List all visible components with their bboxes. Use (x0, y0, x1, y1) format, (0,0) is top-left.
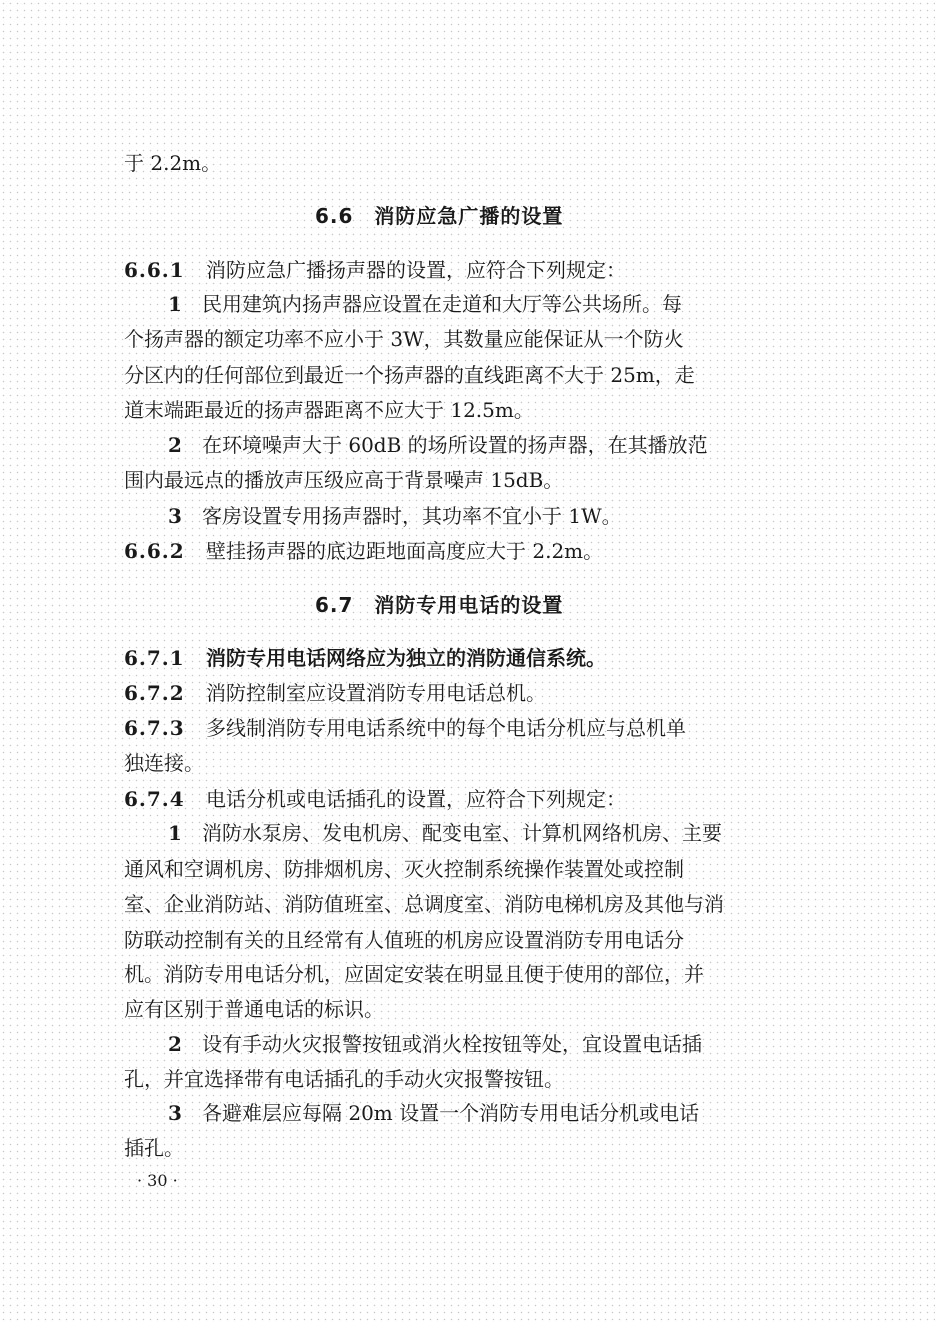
paragraph-text: 应有区别于普通电话的标识。 (124, 997, 384, 1021)
section-title: 6.6 消防应急广播的设置 (315, 204, 564, 228)
section-title: 6.7 消防专用电话的设置 (315, 593, 564, 617)
paragraph-text: 独连接。 (124, 751, 204, 775)
item-number: 2 (168, 433, 183, 457)
item-number: 3 (168, 504, 183, 528)
item-text: 客房设置专用扬声器时，其功率不宜小于 1W。 (202, 504, 622, 528)
paragraph-text: 围内最远点的播放声压级应高于背景噪声 15dB。 (124, 468, 564, 492)
item-text: 设有手动火灾报警按钮或消火栓按钮等处，宜设置电话插 (202, 1032, 702, 1056)
item-text: 消防水泵房、发电机房、配变电室、计算机网络机房、主要 (202, 821, 722, 845)
item-text: 各避难层应每隔 20m 设置一个消防专用电话分机或电话 (202, 1101, 700, 1125)
paragraph-text: 道末端距最近的扬声器距离不应大于 12.5m。 (124, 398, 534, 422)
item-number: 1 (168, 821, 183, 845)
item-number: 3 (168, 1101, 183, 1125)
clause-number: 6.6.1 (124, 258, 185, 282)
clause-text: 消防控制室应设置消防专用电话总机。 (206, 681, 546, 705)
clause-text: 消防专用电话网络应为独立的消防通信系统。 (206, 646, 606, 670)
clause-text: 消防应急广播扬声器的设置，应符合下列规定： (206, 258, 626, 282)
item-number: 1 (168, 292, 183, 316)
item-text: 民用建筑内扬声器应设置在走道和大厅等公共场所。每 (202, 292, 682, 316)
clause-text: 电话分机或电话插孔的设置，应符合下列规定： (206, 787, 626, 811)
clause-text: 多线制消防专用电话系统中的每个电话分机应与总机单 (206, 716, 686, 740)
paragraph-text: 插孔。 (124, 1136, 184, 1160)
page-number: · 30 · (137, 1171, 178, 1190)
paragraph-text: 通风和空调机房、防排烟机房、灭火控制系统操作装置处或控制 (124, 857, 684, 881)
clause-number: 6.7.4 (124, 787, 185, 811)
paragraph-text: 分区内的任何部位到最近一个扬声器的直线距离不大于 25m，走 (124, 363, 695, 387)
clause-number: 6.6.2 (124, 539, 185, 563)
item-number: 2 (168, 1032, 183, 1056)
paragraph-text: 机。消防专用电话分机，应固定安装在明显且便于使用的部位，并 (124, 962, 704, 986)
clause-number: 6.7.2 (124, 681, 185, 705)
paragraph-text: 孔，并宜选择带有电话插孔的手动火灾报警按钮。 (124, 1067, 564, 1091)
clause-number: 6.7.1 (124, 646, 185, 670)
paragraph-text: 防联动控制有关的且经常有人值班的机房应设置消防专用电话分 (124, 928, 684, 952)
paragraph-text: 室、企业消防站、消防值班室、总调度室、消防电梯机房及其他与消 (124, 892, 724, 916)
clause-number: 6.7.3 (124, 716, 185, 740)
paragraph-text: 个扬声器的额定功率不应小于 3W，其数量应能保证从一个防火 (124, 327, 684, 351)
paragraph-text: 于 2.2m。 (124, 151, 222, 175)
clause-text: 壁挂扬声器的底边距地面高度应大于 2.2m。 (206, 539, 604, 563)
item-text: 在环境噪声大于 60dB 的场所设置的扬声器，在其播放范 (202, 433, 708, 457)
